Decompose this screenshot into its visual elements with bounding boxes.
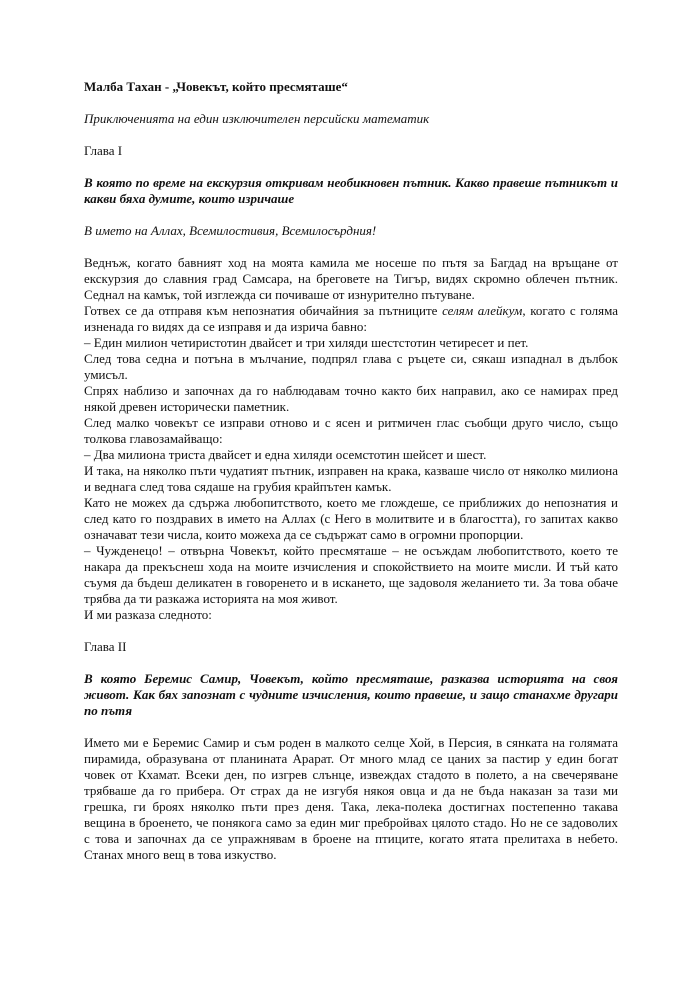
paragraph: – Два милиона триста двайсет и една хиляди осемстотин шейсет и шест. [84,447,487,462]
paragraph: Името ми е Беремис Самир и съм роден в малкото селце Хой, в Персия, в сянката на голямата пирамида, образувана от планината Арарат. От много млад се цаних за пастир у един богат човек от Кхамат. Всеки ден, по изгрев слънце, извеждах стадото в полето, а на свечеряване трябваше да го прибера. От страх да не изгубя някоя овца и да не бъда наказан за тази ми грешка, ги броях няколко пъти през деня. Така, лека-полека достигнах постепенно такава вещина в броенето, че понякога само за един миг пребройвах цялото стадо. Но не се задоволих с това и започнах да се упражнявам в броене на птиците, когато ятата прелитаха в небето. Станах много вещ в това изкуство. [84,735,618,862]
chapter-1-blessing: В името на Аллах, Всемилостивия, Всемилосърдния! [84,223,377,238]
paragraph-emphasis: селям алейкум [442,303,523,318]
chapter-2-heading: В която Беремис Самир, Човекът, който пресмяташе, разказва историята на своя живот. Как бях запознат с чудните изчисления, които правеше, и защо станахме другари по пътя [84,671,618,718]
paragraph: – Чужденецо! – отвърна Човекът, който пресмяташе – не осъждам любопитството, което те накара да прекъснеш хода на моите изчисления и спокойствието на моите мисли. И тъй като съумя да бъдеш деликатен в говоренето и в искането, ще задоволя желанието ти. За това обаче трябва да ти разкажа историята на моя живот. [84,543,618,606]
document-page [84,79,618,863]
paragraph-text: Готвех се да отправя към непознатия обичайния за пътниците [84,303,443,318]
paragraph-text: , когато с голяма изненада го видях да се изправя и да изрича бавно: [84,303,618,334]
document-title: Малба Тахан - „Човекът, който пресмяташе“ [84,79,348,94]
paragraph: След това седна и потъна в мълчание, подпрял глава с ръцете си, сякаш изпаднал в дълбок умисъл. [84,351,618,382]
chapter-2-label: Глава II [84,639,127,654]
paragraph: След малко човекът се изправи отново и с ясен и ритмичен глас съобщи друго число, също толкова главозамайващо: [84,415,618,446]
paragraph: Като не можех да сдържа любопитството, което ме глождеше, се приближих до непознатия и след като го поздравих в името на Аллах (с Него в молитвите и в благостта), го запитах какво означават тези числа, които можеха да се съдържат само в огромни пропорции. [84,495,618,542]
paragraph [84,303,618,335]
chapter-1-label: Глава I [84,143,123,158]
paragraph: Спрях наблизо и започнах да го наблюдавам точно както бих направил, ако се намирах пред някой древен исторически паметник. [84,383,618,414]
paragraph: И така, на няколко пъти чудатият пътник, изправен на крака, казваше число от няколко милиона и веднага след това сядаше на грубия крайпътен камък. [84,463,618,494]
document-subtitle: Приключенията на един изключителен персийски математик [84,111,430,126]
chapter-1-heading: В която по време на екскурзия откривам необикновен пътник. Какво правеше пътникът и какви бяха думите, които изричаше [84,175,618,206]
paragraph: – Един милион четиристотин двайсет и три хиляди шестстотин четиресет и пет. [84,335,529,350]
paragraph: Веднъж, когато бавният ход на моята камила ме носеше по пътя за Багдад на връщане от екскурзия до славния град Самсара, на бреговете на Тигър, видях скромно облечен пътник. Седнал на камък, той изглежда си почиваше от изнурително пътуване. [84,255,618,302]
paragraph: И ми разказа следното: [84,607,212,622]
